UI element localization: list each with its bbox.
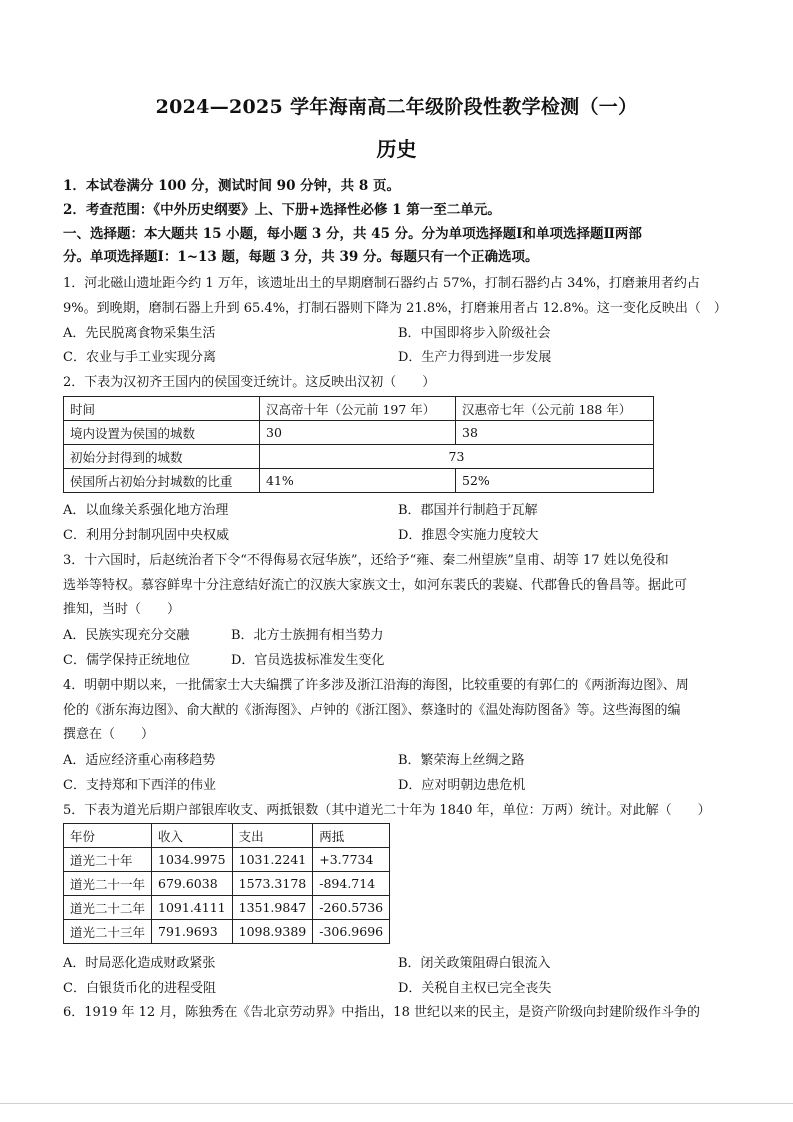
q4-option-c[interactable]: C．支持郑和下西洋的伟业 (63, 778, 216, 793)
q5-option-c[interactable]: C．白银货币化的进程受阻 (63, 981, 216, 996)
q4-line-2: 伦的《浙东海边图》、俞大猷的《浙海图》、卢钟的《浙江图》、蔡逢时的《温处海防图备》等。这些海图的编 (63, 703, 681, 718)
table-cell: 1091.4111 (152, 896, 233, 920)
q1-option-a[interactable]: A．先民脱离食物采集生活 (63, 326, 216, 341)
q1-option-b[interactable]: B．中国即将步入阶级社会 (398, 326, 551, 341)
table-cell: -260.5736 (313, 896, 390, 920)
table-cell: 两抵 (313, 824, 390, 848)
table-cell: 道光二十一年 (64, 872, 152, 896)
table-cell: 1034.9975 (152, 848, 233, 872)
table-cell: 679.6038 (152, 872, 233, 896)
table-row (64, 445, 654, 469)
note-1: 1．本试卷满分 100 分，测试时间 90 分钟，共 8 页。 (63, 178, 400, 194)
q5-table (63, 823, 390, 944)
q2-stem: 2．下表为汉初齐王国内的侯国变迁统计。这反映出汉初（ ） (63, 375, 436, 390)
q2-option-c[interactable]: C．利用分封制巩固中央权威 (63, 528, 229, 543)
table-row (64, 848, 390, 872)
q4-option-b[interactable]: B．繁荣海上丝绸之路 (398, 753, 525, 768)
q6-line-1: 6．1919 年 12 月，陈独秀在《告北京劳动界》中指出，18 世纪以来的民主，是资产阶级向封建阶级作斗争的 (63, 1005, 700, 1020)
table-cell: 汉高帝十年（公元前 197 年） (260, 397, 456, 421)
table-cell: -306.9696 (313, 920, 390, 944)
table-cell: 1098.9389 (232, 920, 313, 944)
table-cell: 1031.2241 (232, 848, 313, 872)
table-cell: 1573.3178 (232, 872, 313, 896)
q1-option-d[interactable]: D．生产力得到进一步发展 (398, 350, 552, 365)
table-cell: 1351.9847 (232, 896, 313, 920)
q5-option-d[interactable]: D．关税自主权已完全丧失 (398, 981, 552, 996)
q5-option-b[interactable]: B．闭关政策阻碍白银流入 (398, 956, 551, 971)
q1-option-c[interactable]: C．农业与手工业实现分离 (63, 350, 216, 365)
note-2: 2．考查范围：《中外历史纲要》上、下册+选择性必修 1 第一至二单元。 (63, 202, 501, 218)
q5-option-a[interactable]: A．时局恶化造成财政紧张 (63, 956, 216, 971)
q3-option-a[interactable]: A．民族实现充分交融 (63, 628, 190, 643)
q2-option-d[interactable]: D．推恩令实施力度较大 (398, 528, 539, 543)
section-heading-1: 一、选择题：本大题共 15 小题，每小题 3 分，共 45 分。分为单项选择题Ⅰ和单项选择题Ⅱ两部 (63, 226, 642, 242)
exam-title: 2024—2025 学年海南高二年级阶段性教学检测（一） (155, 96, 638, 118)
table-row (64, 824, 390, 848)
table-cell: 侯国所占初始分封城数的比重 (64, 469, 260, 493)
table-cell: 道光二十三年 (64, 920, 152, 944)
q4-option-d[interactable]: D．应对明朝边患危机 (398, 778, 526, 793)
section-heading-2: 分。单项选择题Ⅰ：1~13 题，每题 3 分，共 39 分。每题只有一个正确选项。 (63, 249, 539, 265)
page-bottom-divider (0, 1103, 793, 1104)
q4-option-a[interactable]: A．适应经济重心南移趋势 (63, 753, 216, 768)
table-row (64, 920, 390, 944)
table-row (64, 421, 654, 445)
q4-line-3: 撰意在（ ） (63, 727, 155, 742)
q2-option-b[interactable]: B．郡国并行制趋于瓦解 (398, 503, 538, 518)
table-row (64, 872, 390, 896)
q3-line-1: 3．十六国时，后赵统治者下令“不得侮易衣冠华族”，还给予“雍、秦二州望族”皇甫、胡等 17 姓以免役和 (63, 553, 669, 568)
table-cell: 境内设置为侯国的城数 (64, 421, 260, 445)
table-cell: 汉惠帝七年（公元前 188 年） (456, 397, 654, 421)
subject-title: 历史 (376, 137, 417, 161)
table-cell: 初始分封得到的城数 (64, 445, 260, 469)
table-cell: 41% (260, 469, 456, 493)
table-cell: 73 (260, 445, 654, 469)
q1-line-1: 1．河北磁山遗址距今约 1 万年，该遗址出土的早期磨制石器约占 57%，打制石器约占 34%，打磨兼用者约占 (63, 276, 700, 291)
q4-line-1: 4．明朝中期以来，一批儒家士大夫编撰了许多涉及浙江沿海的海图，比较重要的有郭仁的《两浙海边图》、周 (63, 678, 689, 693)
q3-line-3: 推知，当时（ ） (63, 602, 181, 617)
q3-line-2: 选举等特权。慕容鲜卑十分注意结好流亡的汉族大家族文士，如河东裴氏的裴嶷、代郡鲁氏的鲁昌等。据此可 (63, 578, 688, 593)
q3-option-c[interactable]: C．儒学保持正统地位 (63, 653, 190, 668)
table-cell: 38 (456, 421, 654, 445)
table-cell: 收入 (152, 824, 233, 848)
table-cell: -894.714 (313, 872, 390, 896)
table-cell: 道光二十二年 (64, 896, 152, 920)
table-cell: 道光二十年 (64, 848, 152, 872)
q5-stem: 5．下表为道光后期户部银库收支、两抵银数（其中道光二十年为 1840 年，单位：万两）统计。对此解（ ） (63, 803, 711, 818)
q3-option-d[interactable]: D．官员选拔标准发生变化 (231, 653, 385, 668)
table-cell: 支出 (232, 824, 313, 848)
table-row (64, 469, 654, 493)
table-row (64, 896, 390, 920)
table-cell: 年份 (64, 824, 152, 848)
table-cell: +3.7734 (313, 848, 390, 872)
table-row (64, 397, 654, 421)
table-cell: 时间 (64, 397, 260, 421)
q2-option-a[interactable]: A．以血缘关系强化地方治理 (63, 503, 229, 518)
q3-option-b[interactable]: B．北方士族拥有相当势力 (231, 628, 384, 643)
q1-line-2: 9%。到晚期，磨制石器上升到 65.4%，打制石器则下降为 21.8%，打磨兼用者占 12.8%。这一变化反映出（ ） (63, 301, 727, 316)
table-cell: 791.9693 (152, 920, 233, 944)
q2-table (63, 396, 654, 493)
table-cell: 52% (456, 469, 654, 493)
table-cell: 30 (260, 421, 456, 445)
